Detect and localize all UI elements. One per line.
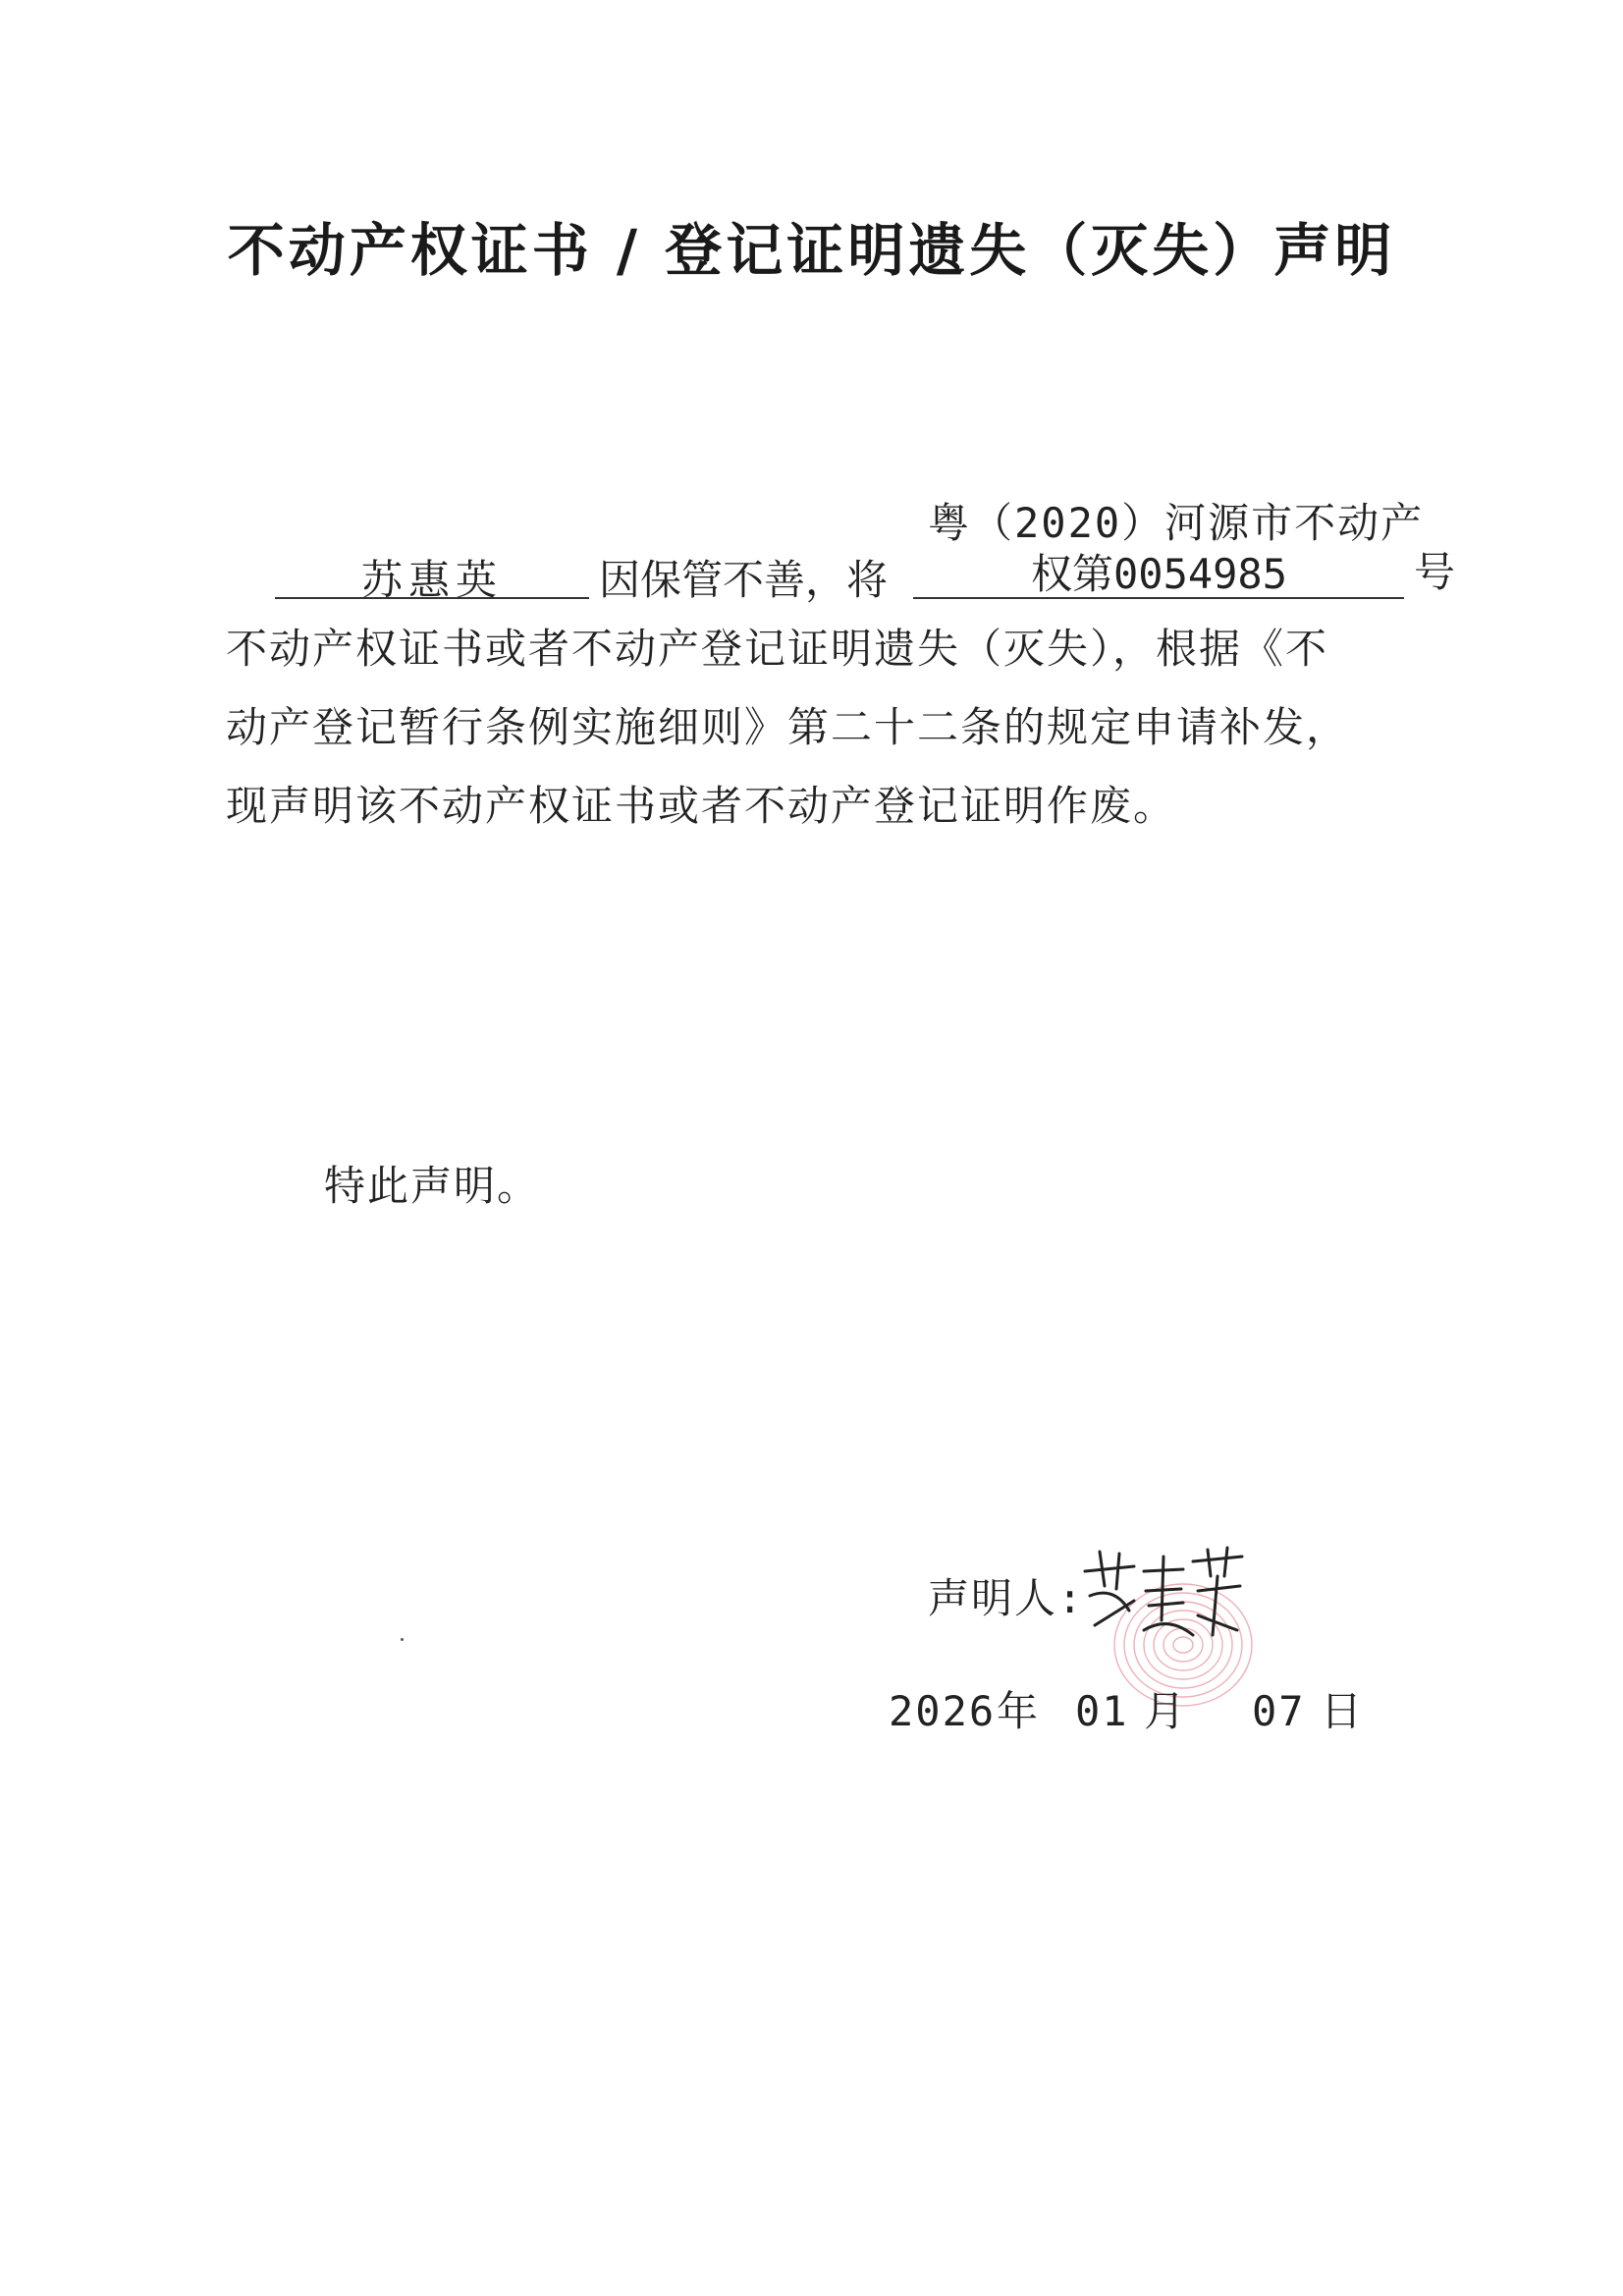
special-declaration: 特此声明。	[324, 1162, 541, 1210]
declarer-label: 声明人:	[928, 1574, 1085, 1622]
paragraph-line-2: 动产登记暂行条例实施细则》第二十二条的规定申请补发，	[226, 703, 1350, 751]
declaration-date	[889, 1679, 1364, 1738]
speck	[401, 1638, 404, 1641]
name-blank	[275, 540, 589, 604]
handwritten-signature	[1075, 1542, 1252, 1650]
date-year-unit: 年	[997, 1687, 1041, 1735]
paragraph-line-1: 不动产权证书或者不动产登记证明遗失（灭失），根据《不	[226, 625, 1329, 673]
declaration-first-line	[226, 499, 1456, 604]
date-month-unit: 月	[1144, 1687, 1188, 1735]
hao-text: 号	[1414, 548, 1456, 596]
certificate-number-line2: 权第0054985	[1031, 550, 1288, 598]
certificate-number-line1: 粤（2020）河源市不动产	[928, 499, 1425, 547]
date-day: 07	[1252, 1687, 1306, 1735]
document-title: 不动产权证书 / 登记证明遗失（灭失）声明	[227, 217, 1396, 284]
because-text: 因保管不善，将	[599, 556, 889, 604]
declarant-name: 苏惠英	[360, 556, 503, 604]
date-year: 2026	[889, 1687, 997, 1735]
date-day-unit: 日	[1321, 1687, 1365, 1735]
paragraph-line-3: 现声明该不动产权证书或者不动产登记证明作废。	[226, 782, 1177, 830]
date-month: 01	[1075, 1687, 1129, 1735]
